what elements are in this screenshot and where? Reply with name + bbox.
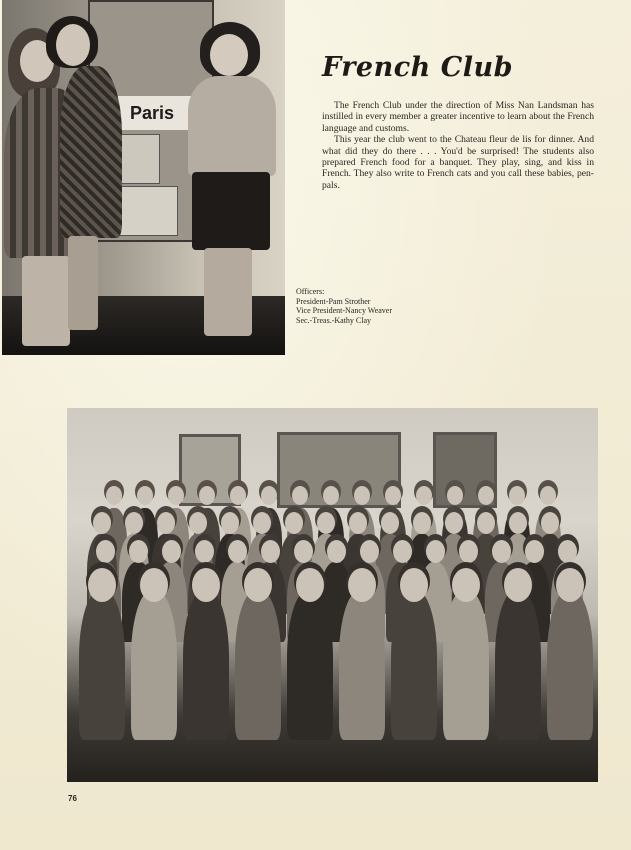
student-face xyxy=(558,540,577,563)
student-face xyxy=(292,486,308,505)
student-figure xyxy=(183,590,229,740)
student-face xyxy=(541,512,559,534)
student-face xyxy=(509,486,525,505)
student-face xyxy=(445,512,463,534)
student-face xyxy=(426,540,445,563)
student-figure xyxy=(495,590,541,740)
student-figure xyxy=(547,590,593,740)
student-face xyxy=(360,540,379,563)
student-face xyxy=(96,540,115,563)
student-face xyxy=(162,540,181,563)
map-poster-small xyxy=(120,134,160,184)
person-3-sweater xyxy=(188,76,276,176)
paris-sign: Paris xyxy=(112,96,192,130)
student-face xyxy=(323,486,339,505)
student-face xyxy=(459,540,478,563)
student-figure xyxy=(391,590,437,740)
student-face xyxy=(199,486,215,505)
student-figure xyxy=(339,590,385,740)
student-figure xyxy=(235,590,281,740)
student-face xyxy=(140,568,168,602)
student-face xyxy=(492,540,511,563)
person-3-head xyxy=(210,34,248,76)
student-face xyxy=(106,486,122,505)
map-poster-large xyxy=(114,186,178,236)
person-3-legs xyxy=(204,248,252,336)
student-face xyxy=(168,486,184,505)
paragraph-1: The French Club under the direction of Miss Nan Landsman has instilled in every member a greater incentive to learn about the French language and customs. xyxy=(322,100,594,134)
page-number: 76 xyxy=(68,794,77,803)
student-face xyxy=(261,486,277,505)
student-face xyxy=(230,486,246,505)
student-face xyxy=(349,512,367,534)
officer-sec-treas: Sec.-Treas.-Kathy Clay xyxy=(296,315,372,325)
student-figure xyxy=(443,590,489,740)
student-face xyxy=(477,512,495,534)
person-2-legs xyxy=(68,236,98,330)
student-face xyxy=(525,540,544,563)
student-face xyxy=(137,486,153,505)
student-face xyxy=(88,568,116,602)
club-group-photo xyxy=(67,408,598,782)
student-face xyxy=(447,486,463,505)
person-2-dress xyxy=(60,66,122,238)
student-face xyxy=(556,568,584,602)
student-figure xyxy=(79,590,125,740)
student-face xyxy=(261,540,280,563)
student-face xyxy=(348,568,376,602)
student-face xyxy=(478,486,494,505)
student-face xyxy=(416,486,432,505)
student-face xyxy=(228,540,247,563)
student-face xyxy=(540,486,556,505)
student-face xyxy=(195,540,214,563)
student-face xyxy=(157,512,175,534)
student-face xyxy=(327,540,346,563)
student-figure xyxy=(287,590,333,740)
paragraph-2: This year the club went to the Chateau fleur de lis for dinner. And what did they do there . . . You'd be surprised! The students also prepared French food for a banquet. They play, sing, and kiss in French. They also write to French cats and you call these babies, pen-pals. xyxy=(322,134,594,191)
student-face xyxy=(504,568,532,602)
student-face xyxy=(294,540,313,563)
article-body xyxy=(322,100,594,191)
student-face xyxy=(452,568,480,602)
person-2-head xyxy=(56,24,90,66)
student-face xyxy=(381,512,399,534)
person-3-skirt xyxy=(192,172,270,250)
student-face xyxy=(385,486,401,505)
person-1-legs xyxy=(22,256,70,346)
student-face xyxy=(129,540,148,563)
student-face xyxy=(125,512,143,534)
student-face xyxy=(354,486,370,505)
student-face xyxy=(393,540,412,563)
officer-president: President-Pam Strother xyxy=(296,296,371,306)
student-face xyxy=(244,568,272,602)
student-face xyxy=(253,512,271,534)
student-face xyxy=(509,512,527,534)
officers-label: Officers: xyxy=(296,287,325,296)
student-face xyxy=(413,512,431,534)
student-face xyxy=(317,512,335,534)
officer-vice-president: Vice President-Nancy Weaver xyxy=(296,306,393,316)
officers-photo xyxy=(2,0,285,355)
student-figure xyxy=(131,590,177,740)
student-face xyxy=(192,568,220,602)
student-face xyxy=(285,512,303,534)
student-face xyxy=(296,568,324,602)
student-face xyxy=(221,512,239,534)
student-face xyxy=(400,568,428,602)
student-face xyxy=(189,512,207,534)
officers-list xyxy=(296,287,392,325)
page-title: French Club xyxy=(322,52,513,83)
student-face xyxy=(93,512,111,534)
